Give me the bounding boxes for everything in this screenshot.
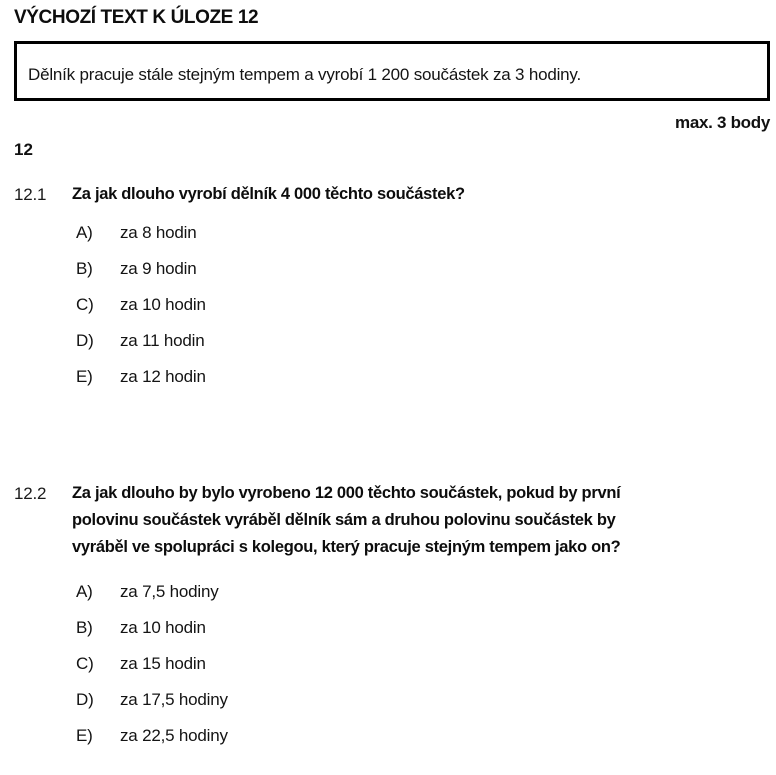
option-text: za 10 hodin <box>120 618 206 637</box>
option-letter: A) <box>76 223 93 242</box>
option-text: za 12 hodin <box>120 367 206 386</box>
question-12-2 <box>14 480 770 746</box>
option-letter: E) <box>76 367 93 386</box>
option-text: za 9 hodin <box>120 259 197 278</box>
option-text: za 17,5 hodiny <box>120 690 228 709</box>
answer-option-e <box>76 726 770 746</box>
answer-option-a <box>76 223 770 243</box>
option-text: za 22,5 hodiny <box>120 726 228 745</box>
option-letter: E) <box>76 726 93 745</box>
option-text: za 15 hodin <box>120 654 206 673</box>
source-text-box <box>14 41 770 101</box>
source-text-heading: VÝCHOZÍ TEXT K ÚLOZE 12 <box>14 7 259 28</box>
question-text <box>72 181 465 208</box>
question-number: 12.2 <box>14 484 47 503</box>
question-text-line: Za jak dlouho by bylo vyrobeno 12 000 těchto součástek, pokud by první <box>72 484 621 502</box>
answer-options <box>76 223 770 387</box>
option-text: za 11 hodin <box>120 331 205 350</box>
option-letter: B) <box>76 618 93 637</box>
option-text: za 10 hodin <box>120 295 206 314</box>
answer-option-b <box>76 259 770 279</box>
option-text: za 8 hodin <box>120 223 197 242</box>
question-number: 12.1 <box>14 185 47 204</box>
option-letter: D) <box>76 690 94 709</box>
answer-option-e <box>76 367 770 387</box>
option-letter: C) <box>76 654 94 673</box>
answer-option-d <box>76 690 770 710</box>
question-text-line: vyráběl ve spolupráci s kolegou, který pracuje stejným tempem jako on? <box>72 538 621 556</box>
option-letter: A) <box>76 582 93 601</box>
answer-options <box>76 582 770 746</box>
question-text-line: Za jak dlouho vyrobí dělník 4 000 těchto součástek? <box>72 185 465 203</box>
option-letter: D) <box>76 331 94 350</box>
question-text-line: polovinu součástek vyráběl dělník sám a druhou polovinu součástek by <box>72 511 616 529</box>
task-number: 12 <box>14 140 33 159</box>
answer-option-c <box>76 654 770 674</box>
option-text: za 7,5 hodiny <box>120 582 219 601</box>
question-text <box>72 480 620 561</box>
answer-option-a <box>76 582 770 602</box>
option-letter: B) <box>76 259 93 278</box>
max-points-label: max. 3 body <box>675 113 770 132</box>
source-text: Dělník pracuje stále stejným tempem a vyrobí 1 200 součástek za 3 hodiny. <box>28 65 581 84</box>
option-letter: C) <box>76 295 94 314</box>
question-12-1 <box>14 181 770 387</box>
question-row <box>14 480 770 561</box>
question-row <box>14 181 770 208</box>
answer-option-b <box>76 618 770 638</box>
answer-option-d <box>76 331 770 351</box>
answer-option-c <box>76 295 770 315</box>
